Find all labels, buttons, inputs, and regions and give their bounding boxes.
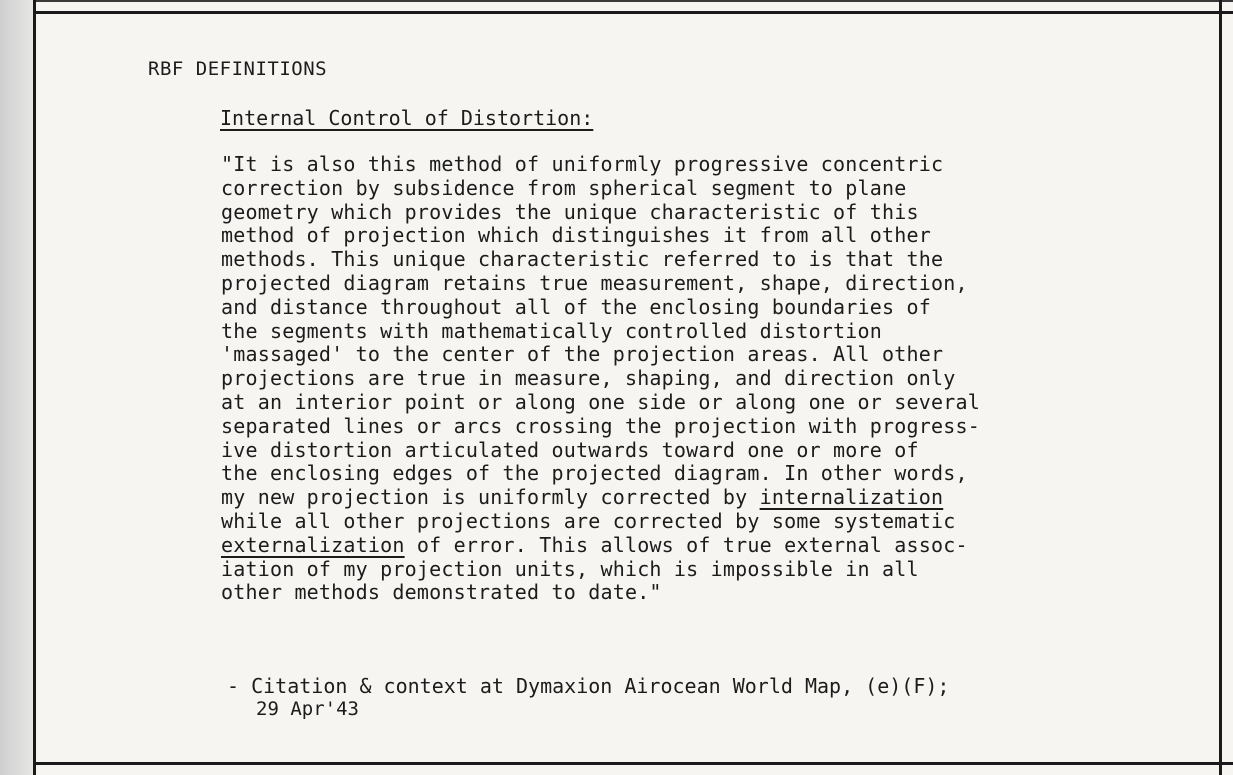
quote-line: while all other projections are corrected by some systematic xyxy=(221,508,956,533)
citation-line: - Citation & context at Dymaxion Airocean World Map, (e)(F); xyxy=(227,674,950,698)
card-border-left xyxy=(33,0,36,775)
binding-margin xyxy=(0,0,34,775)
quote-line: methods. This unique characteristic referred to is that the xyxy=(221,247,944,272)
quote-line-text: my new projection is uniformly corrected by xyxy=(221,485,760,510)
quote-line: 'massaged' to the center of the projection areas. All other xyxy=(221,342,944,367)
quote-line: "It is also this method of uniformly progressive concentric xyxy=(221,152,944,176)
underlined-term-internalization: internalization xyxy=(759,485,944,510)
citation-date: 29 Apr'43 xyxy=(256,698,359,720)
quote-line: and distance throughout all of the enclosing boundaries of xyxy=(221,294,931,319)
quote-line: the enclosing edges of the projected diagram. In other words, xyxy=(221,461,968,486)
card-border-bottom xyxy=(34,762,1233,765)
card-border-top xyxy=(34,11,1233,14)
quote-line: at an interior point or along one side or along one or several xyxy=(221,389,980,414)
quote-line: the segments with mathematically controlled distortion xyxy=(221,318,883,343)
quote-line: method of projection which distinguishes it from all other xyxy=(221,223,931,248)
quote-line-text: of error. This allows of true external assoc- xyxy=(404,532,968,557)
card-edge-top xyxy=(34,0,1233,2)
quote-line: projections are true in measure, shaping, and direction only xyxy=(221,366,956,391)
quote-line: separated lines or arcs crossing the projection with progress- xyxy=(221,413,980,438)
card-header: RBF DEFINITIONS xyxy=(148,58,328,80)
quote-line: correction by subsidence from spherical segment to plane xyxy=(221,175,907,200)
quote-line: geometry which provides the unique characteristic of this xyxy=(221,199,919,224)
underlined-term-externalization: externalization xyxy=(221,532,405,557)
quote-line xyxy=(221,534,1101,558)
quote-line: iation of my projection units, which is impossible in all xyxy=(221,556,919,581)
quote-line xyxy=(221,486,1101,510)
quote-line: ive distortion articulated outwards toward one or more of xyxy=(221,437,919,462)
card-border-right xyxy=(1219,0,1222,775)
quote-line: other methods demonstrated to date." xyxy=(221,580,662,605)
quote-line: projected diagram retains true measurement, shape, direction, xyxy=(221,270,968,295)
definition-quote xyxy=(221,153,1101,605)
definition-heading: Internal Control of Distortion: xyxy=(220,106,594,130)
